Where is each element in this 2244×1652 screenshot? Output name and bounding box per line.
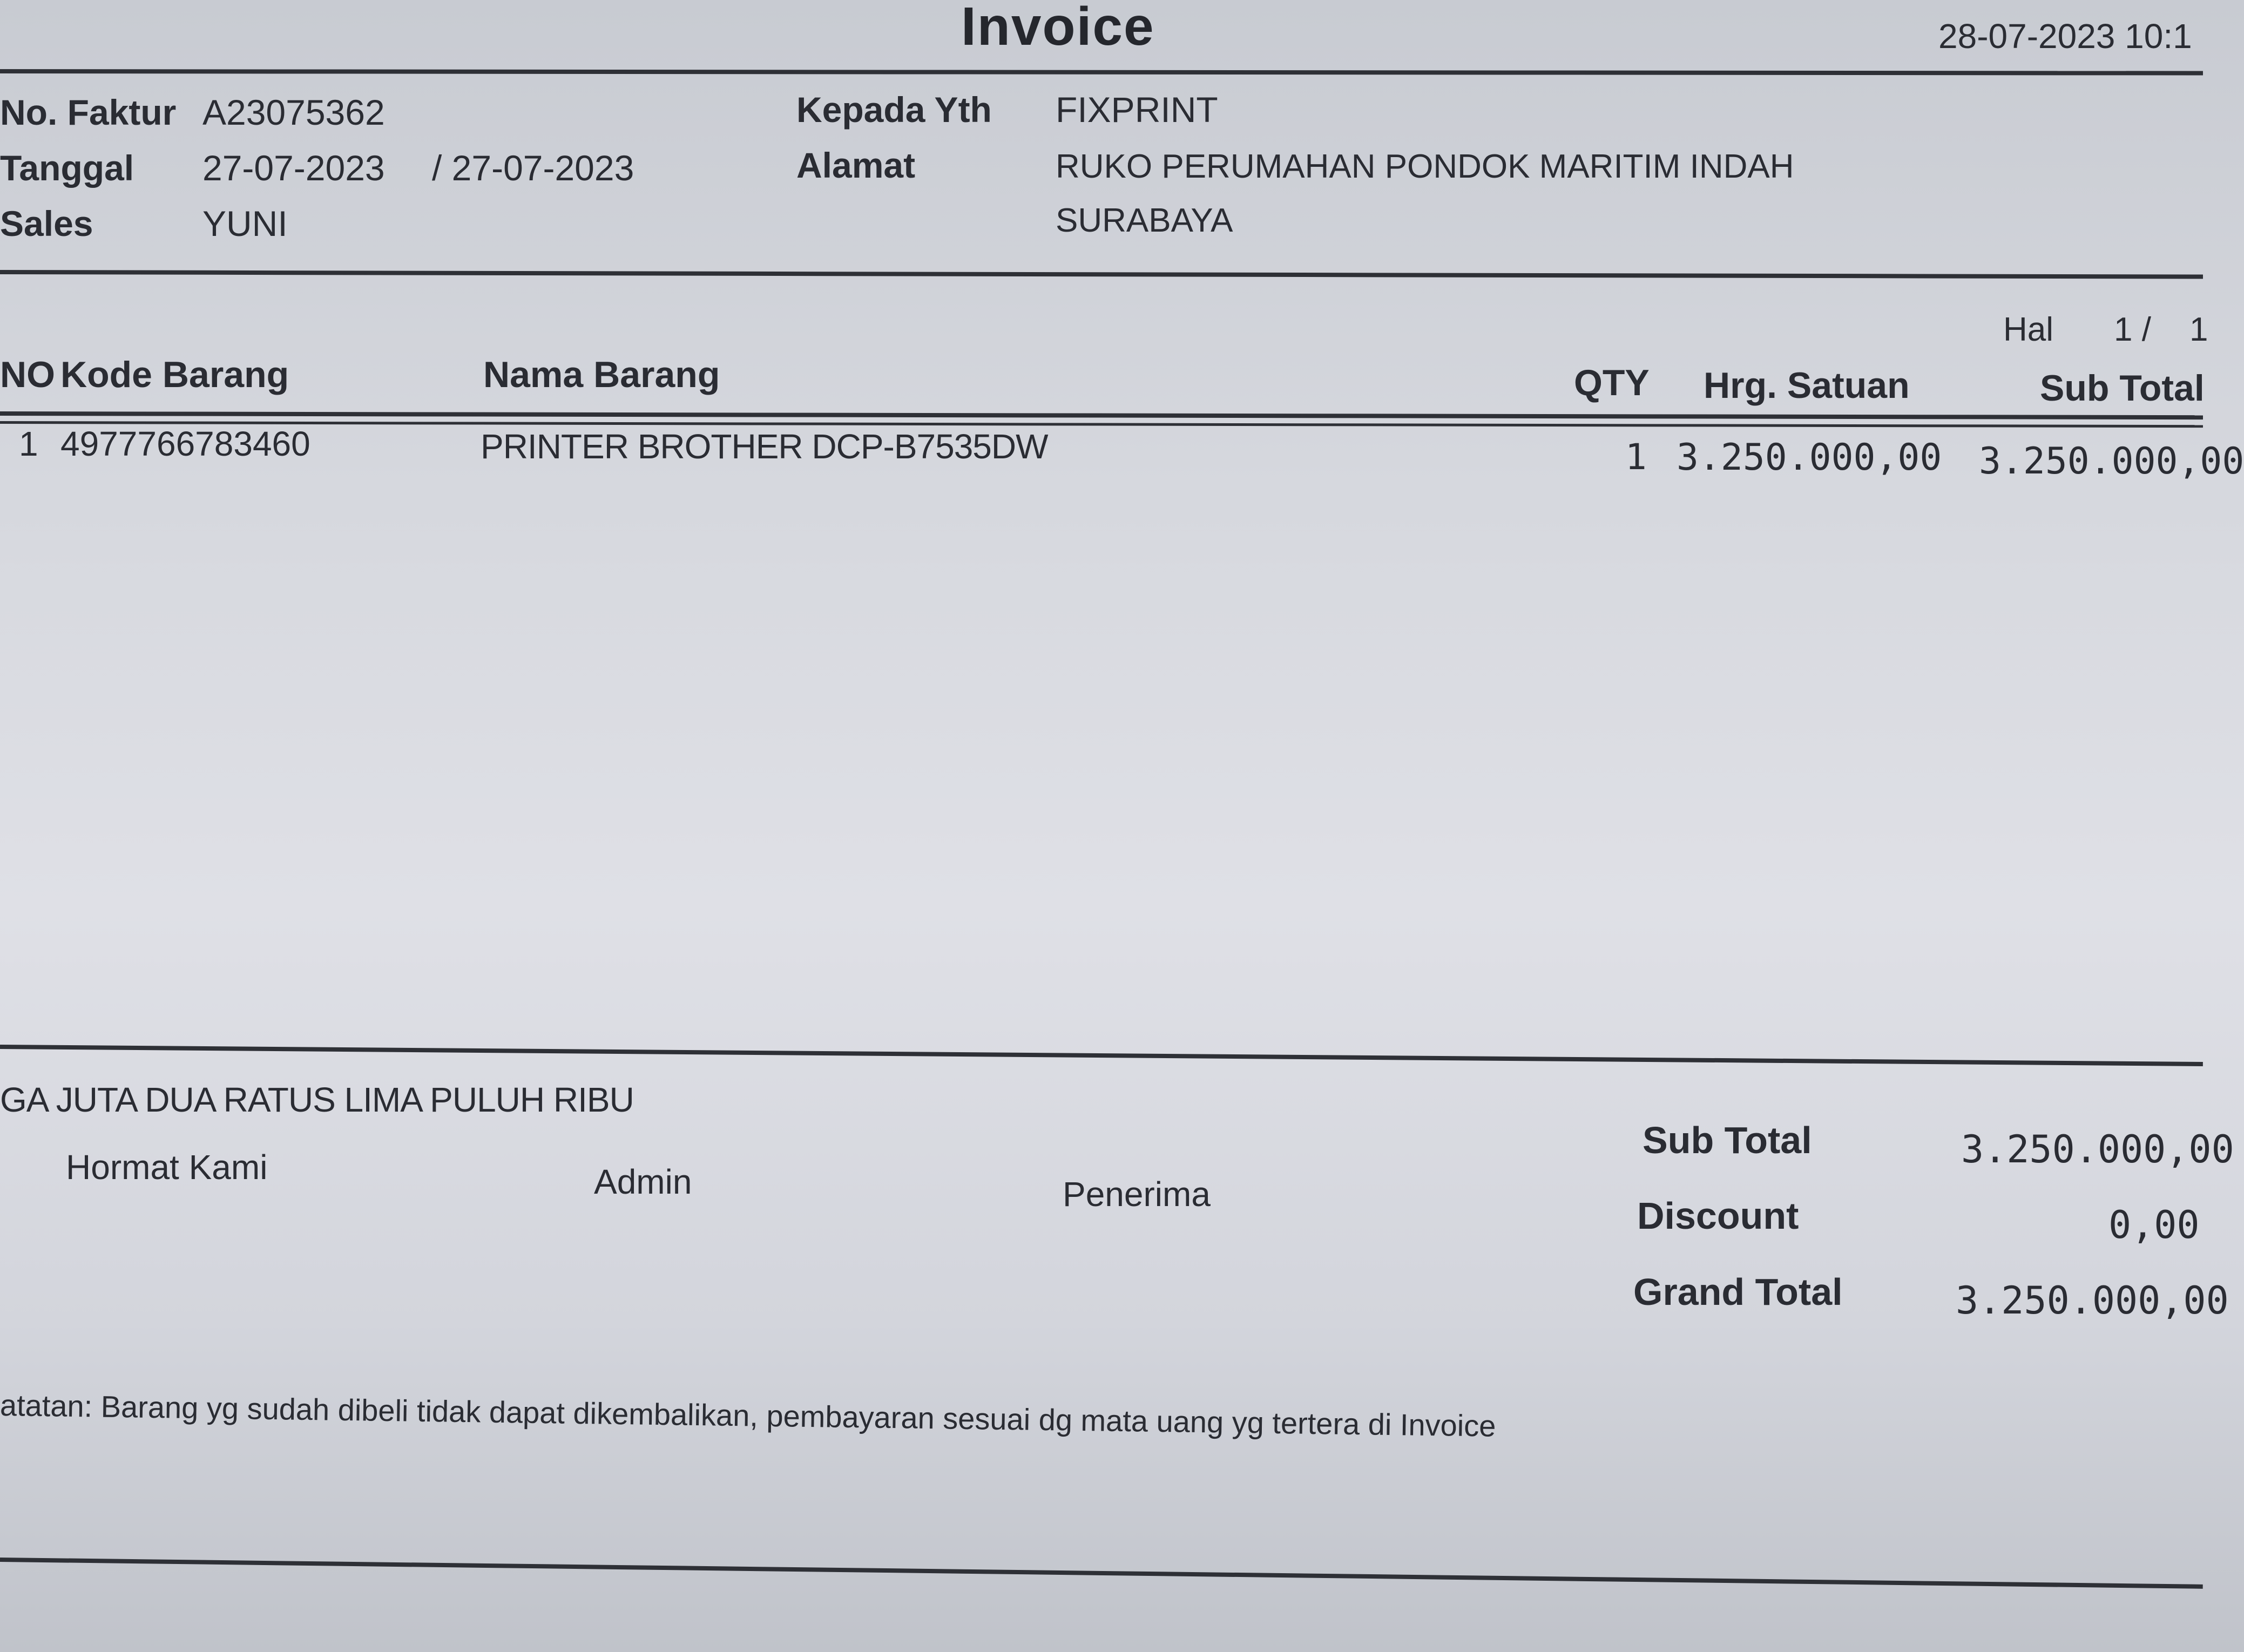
row-sub-total: 3.250.000,00 (1979, 440, 2244, 483)
signature-hormat-kami: Hormat Kami (66, 1148, 268, 1187)
hal-total: 1 (2189, 311, 2208, 348)
col-sub-total: Sub Total (2040, 368, 2205, 409)
sales-value: YUNI (202, 204, 288, 243)
row-harga-satuan: 3.250.000,00 (1677, 436, 1942, 479)
tanggal-label: Tanggal (0, 148, 134, 188)
hal-label: Hal (2003, 311, 2054, 348)
header-top-rule (0, 69, 2203, 76)
invoice-note: atatan: Barang yg sudah dibeli tidak dapat dikembalikan, pembayaran sesuai dg mata uang yg tertera di Invoice (0, 1388, 1496, 1443)
subtotal-label: Sub Total (1643, 1119, 1812, 1161)
grand-total-value: 3.250.000,00 (1956, 1278, 2229, 1323)
printed-timestamp: 28-07-2023 10:1 (1938, 17, 2192, 56)
col-kode-barang: Kode Barang (60, 354, 289, 395)
discount-value: 0,00 (2108, 1203, 2200, 1247)
kepada-value: FIXPRINT (1056, 90, 1218, 130)
terbilang-text: GA JUTA DUA RATUS LIMA PULUH RIBU (0, 1080, 634, 1119)
sales-label: Sales (0, 204, 93, 243)
col-harga-satuan: Hrg. Satuan (1704, 365, 1910, 406)
tanggal-value: 27-07-2023 (202, 148, 385, 188)
table-header-rule-2 (0, 421, 2203, 428)
row-no: 1 (19, 424, 38, 463)
discount-label: Discount (1637, 1195, 1799, 1237)
header-bottom-rule (0, 270, 2203, 279)
row-kode-barang: 4977766783460 (60, 424, 310, 463)
alamat-line-1: RUKO PERUMAHAN PONDOK MARITIM INDAH (1056, 148, 1794, 185)
table-bottom-rule (0, 1045, 2203, 1066)
hal-value: 1 / (2114, 311, 2151, 348)
row-nama-barang: PRINTER BROTHER DCP-B7535DW (481, 427, 1048, 466)
signature-admin: Admin (594, 1162, 692, 1201)
no-faktur-label: No. Faktur (0, 92, 177, 132)
col-nama-barang: Nama Barang (483, 354, 720, 395)
alamat-line-2: SURABAYA (1056, 202, 1233, 239)
grand-total-label: Grand Total (1633, 1271, 1843, 1313)
no-faktur-value: A23075362 (202, 92, 385, 132)
kepada-label: Kepada Yth (796, 90, 992, 130)
footer-rule (0, 1558, 2203, 1589)
table-header-rule (0, 411, 2203, 419)
col-no: NO (0, 354, 55, 395)
subtotal-value: 3.250.000,00 (1961, 1127, 2234, 1172)
alamat-label: Alamat (796, 145, 916, 185)
col-qty: QTY (1574, 362, 1650, 403)
invoice-title: Invoice (961, 0, 1155, 57)
signature-penerima: Penerima (1063, 1175, 1211, 1214)
tanggal-value-2: / 27-07-2023 (432, 148, 634, 188)
row-qty: 1 (1625, 436, 1647, 478)
